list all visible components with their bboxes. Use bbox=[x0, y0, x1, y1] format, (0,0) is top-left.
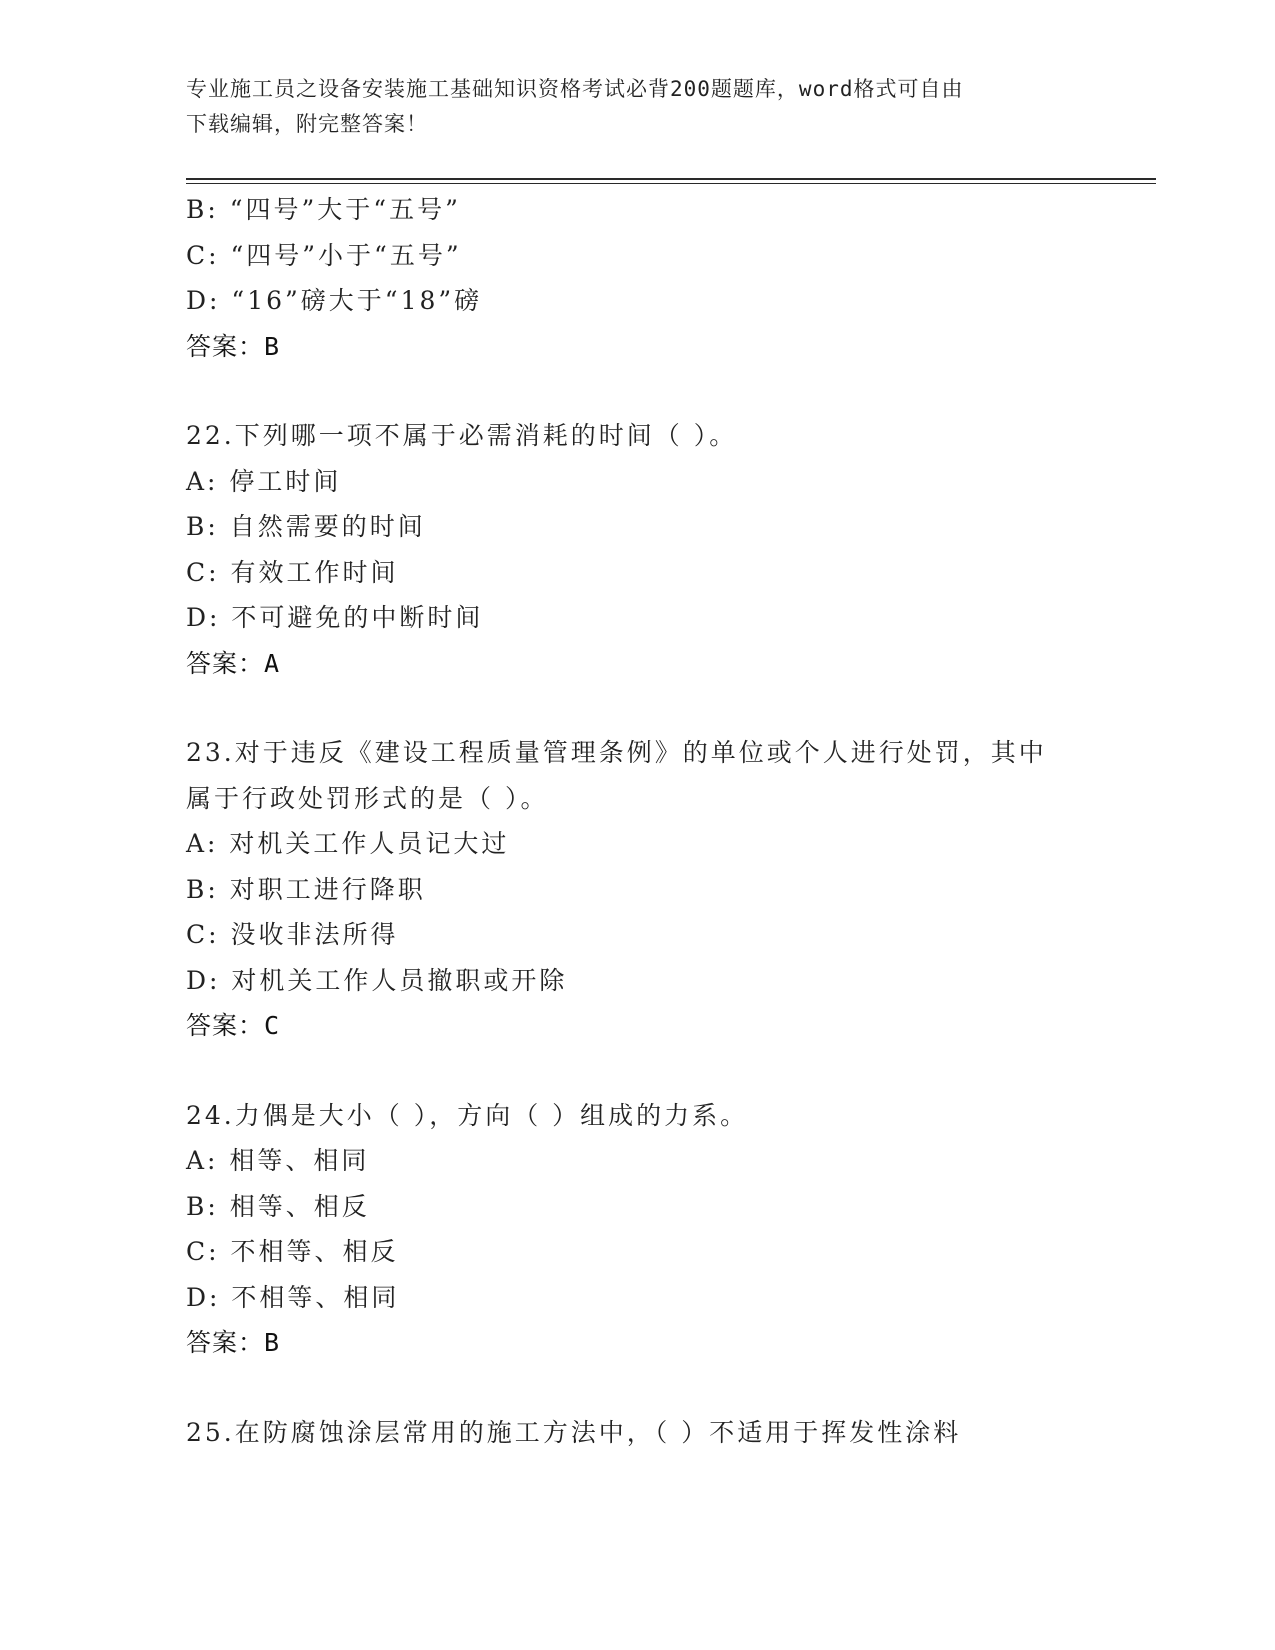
question-22 bbox=[186, 413, 1106, 686]
question-gap bbox=[186, 1049, 1106, 1093]
header-line-1: 专业施工员之设备安装施工基础知识资格考试必背200题题库，word格式可自由 bbox=[186, 77, 964, 101]
question-text: 25.在防腐蚀涂层常用的施工方法中，（ ）不适用于挥发性涂料 bbox=[186, 1417, 962, 1447]
question-text-continued: 属于行政处罚形式的是（ ）。 bbox=[186, 783, 549, 813]
option-c: C: 不相等、相反 bbox=[186, 1237, 399, 1266]
option-d: D: 对机关工作人员撤职或开除 bbox=[186, 965, 568, 995]
question-25 bbox=[186, 1410, 1106, 1456]
question-list bbox=[186, 187, 1106, 1455]
answer-line: 答案：B bbox=[186, 1328, 281, 1357]
option-b: B: “四号”大于“五号” bbox=[186, 195, 461, 224]
option-b: B: 对职工进行降职 bbox=[186, 874, 426, 904]
header-divider-thin bbox=[186, 183, 1156, 184]
option-b: B: 自然需要的时间 bbox=[186, 512, 426, 541]
option-d: D: “16”磅大于“18”磅 bbox=[186, 286, 483, 315]
option-c: C: 没收非法所得 bbox=[186, 920, 399, 949]
option-a: A: 相等、相同 bbox=[186, 1146, 370, 1175]
option-d: D: 不相等、相同 bbox=[186, 1282, 400, 1312]
question-23 bbox=[186, 730, 1106, 1049]
option-a: A: 停工时间 bbox=[186, 466, 342, 496]
option-a: A: 对机关工作人员记大过 bbox=[186, 829, 510, 858]
question-24 bbox=[186, 1093, 1106, 1366]
option-c: C: 有效工作时间 bbox=[186, 557, 399, 587]
option-d: D: 不可避免的中断时间 bbox=[186, 603, 484, 632]
question-text: 23.对于违反《建设工程质量管理条例》的单位或个人进行处罚，其中 bbox=[186, 738, 1047, 767]
document-header bbox=[186, 72, 1086, 142]
question-gap bbox=[186, 1366, 1106, 1410]
answer-line: 答案：B bbox=[186, 331, 281, 361]
header-line-2: 下载编辑，附完整答案！ bbox=[186, 112, 428, 136]
header-divider-thick bbox=[186, 178, 1156, 180]
question-text: 24.力偶是大小（ ），方向（ ）组成的力系。 bbox=[186, 1100, 749, 1130]
answer-line: 答案：A bbox=[186, 648, 281, 678]
option-c: C: “四号”小于“五号” bbox=[186, 240, 462, 270]
option-b: B: 相等、相反 bbox=[186, 1191, 370, 1221]
question-21-continuation bbox=[186, 187, 1106, 369]
question-gap bbox=[186, 369, 1106, 413]
question-gap bbox=[186, 686, 1106, 730]
question-text: 22.下列哪一项不属于必需消耗的时间（ ）。 bbox=[186, 421, 738, 450]
answer-line: 答案：C bbox=[186, 1011, 281, 1040]
